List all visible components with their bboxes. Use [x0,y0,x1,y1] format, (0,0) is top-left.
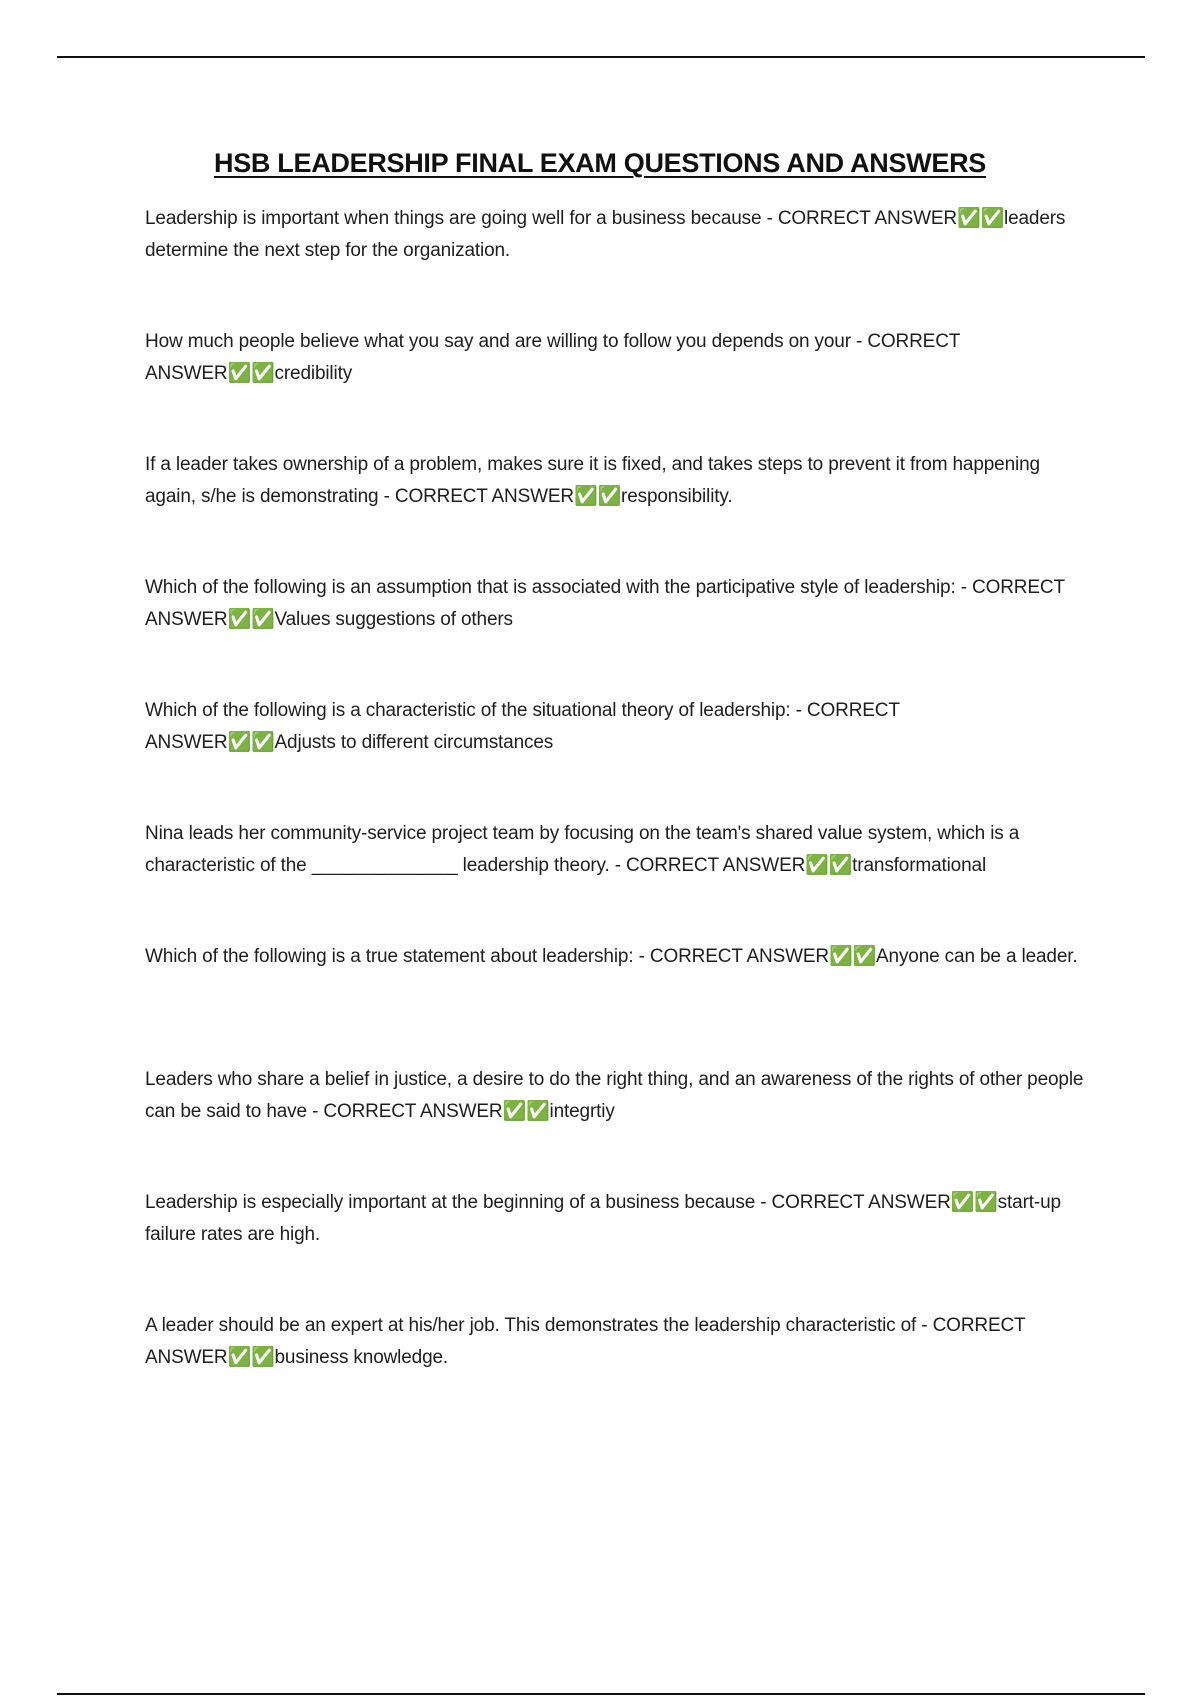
qa-text: Which of the following is an assumption that is associated with the participative style of leadership: - CORRECT ANSWER✅✅Values suggestions of others [145,577,1065,630]
qa-text: Leadership is important when things are going well for a business because - CORRECT ANSWER✅✅leaders determine the next step for the organization. [145,208,1066,261]
qa-item [145,941,1085,1064]
qa-item [145,326,1085,449]
qa-item [145,449,1085,572]
qa-item [145,572,1085,695]
qa-item [145,203,1085,326]
qa-item [145,1187,1085,1310]
qa-item [145,1064,1085,1187]
qa-list [145,203,1085,1433]
qa-item [145,695,1085,818]
qa-text: If a leader takes ownership of a problem, makes sure it is fixed, and takes steps to prevent it from happening again, s/he is demonstrating - CORRECT ANSWER✅✅responsibility. [145,454,1040,507]
qa-text: Which of the following is a characteristic of the situational theory of leadership: - CORRECT ANSWER✅✅Adjusts to different circumstances [145,700,900,753]
qa-text: Which of the following is a true statement about leadership: - CORRECT ANSWER✅✅Anyone can be a leader. [145,946,1078,967]
bottom-rule [57,1693,1145,1695]
qa-item [145,818,1085,941]
qa-text: Leaders who share a belief in justice, a desire to do the right thing, and an awareness of the rights of other people can be said to have - CORRECT ANSWER✅✅integrtiy [145,1069,1084,1122]
qa-text: Nina leads her community-service project team by focusing on the team's shared value system, which is a characteristic of the ______________ leadership theory. - CORRECT ANSWER✅✅transformational [145,823,1020,876]
qa-text: A leader should be an expert at his/her job. This demonstrates the leadership characteristic of - CORRECT ANSWER✅✅business knowledge. [145,1315,1026,1368]
top-rule [57,56,1145,58]
document-title: HSB LEADERSHIP FINAL EXAM QUESTIONS AND ANSWERS [214,148,986,178]
qa-text: How much people believe what you say and are willing to follow you depends on your - CORRECT ANSWER✅✅credibility [145,331,960,384]
qa-text: Leadership is especially important at the beginning of a business because - CORRECT ANSWER✅✅start-up failure rates are high. [145,1192,1061,1245]
qa-item [145,1310,1085,1433]
